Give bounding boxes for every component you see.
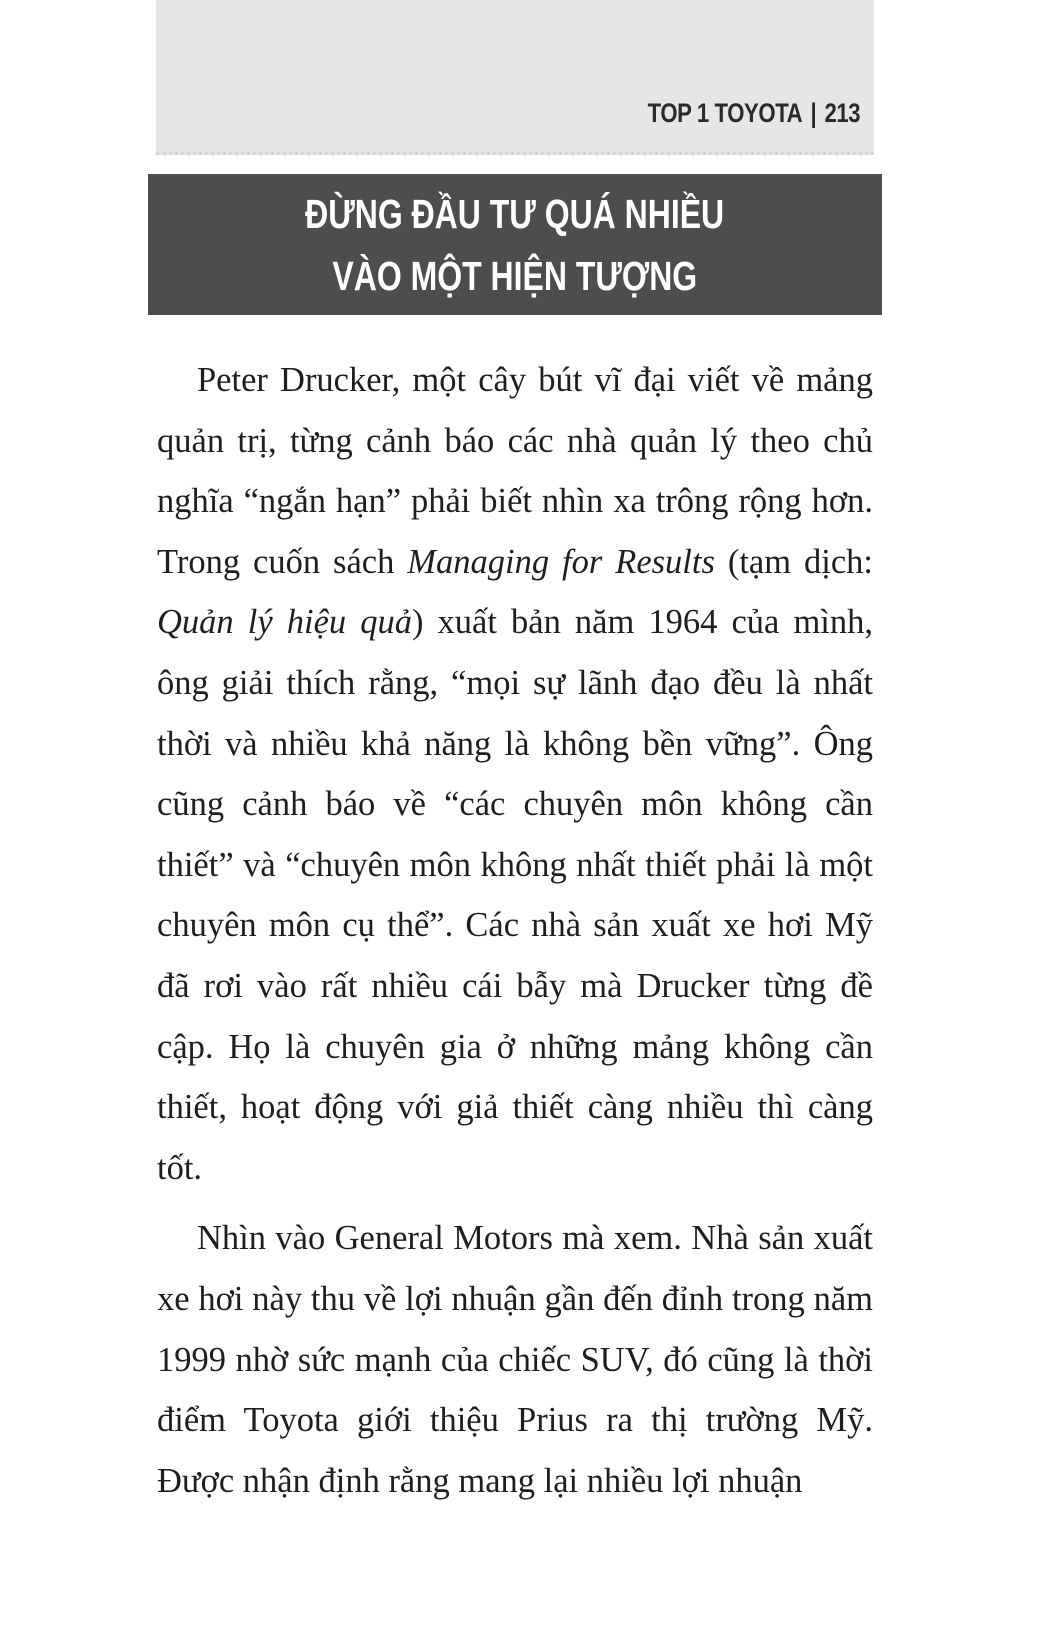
paragraph-1-part-a: Peter Drucker, một cây bút vĩ đại viết về mảng quản trị, từng cảnh báo các nhà quản lý theo chủ nghĩa “ngắn hạn” phải biết nhìn xa trông rộng hơn. Trong cuốn sách (157, 361, 873, 581)
running-head-text (647, 98, 860, 129)
running-header (156, 0, 874, 155)
section-title-line-1: ĐỪNG ĐẦU TƯ QUÁ NHIỀU (305, 190, 725, 237)
paragraph-1-part-b: (tạm dịch: (714, 542, 873, 581)
book-title: TOP 1 TOYOTA (647, 98, 803, 128)
section-title-box (148, 174, 882, 315)
paragraph-1-part-c: ) xuất bản năm 1964 của mình, ông giải thích rằng, “mọi sự lãnh đạo đều là nhất thời và nhiều khả năng là không bền vững”. Ông cũng cảnh báo về “các chuyên môn không cần thiết” và “chuyên môn không nhất thiết phải là một chuyên môn cụ thể”. Các nhà sản xuất xe hơi Mỹ đã rơi vào rất nhiều cái bẫy mà Drucker từng đề cập. Họ là chuyên gia ở những mảng không cần thiết, hoạt động với giả thiết càng nhiều thì càng tốt. (157, 603, 873, 1187)
page-number: 213 (824, 98, 860, 128)
body-text (157, 350, 873, 1511)
paragraph-2: Nhìn vào General Motors mà xem. Nhà sản xuất xe hơi này thu về lợi nhuận gần đến đỉnh trong năm 1999 nhờ sức mạnh của chiếc SUV, đó cũng là thời điểm Toyota giới thiệu Prius ra thị trường Mỹ. Được nhận định rằng mang lại nhiều lợi nhuận (157, 1219, 873, 1500)
paragraph-1 (157, 350, 873, 1198)
section-title-line-2: VÀO MỘT HIỆN TƯỢNG (332, 252, 698, 299)
book-title-vietnamese: Quản lý hiệu quả (157, 603, 412, 642)
header-separator: | (810, 98, 817, 128)
book-title-english: Managing for Results (407, 542, 715, 581)
